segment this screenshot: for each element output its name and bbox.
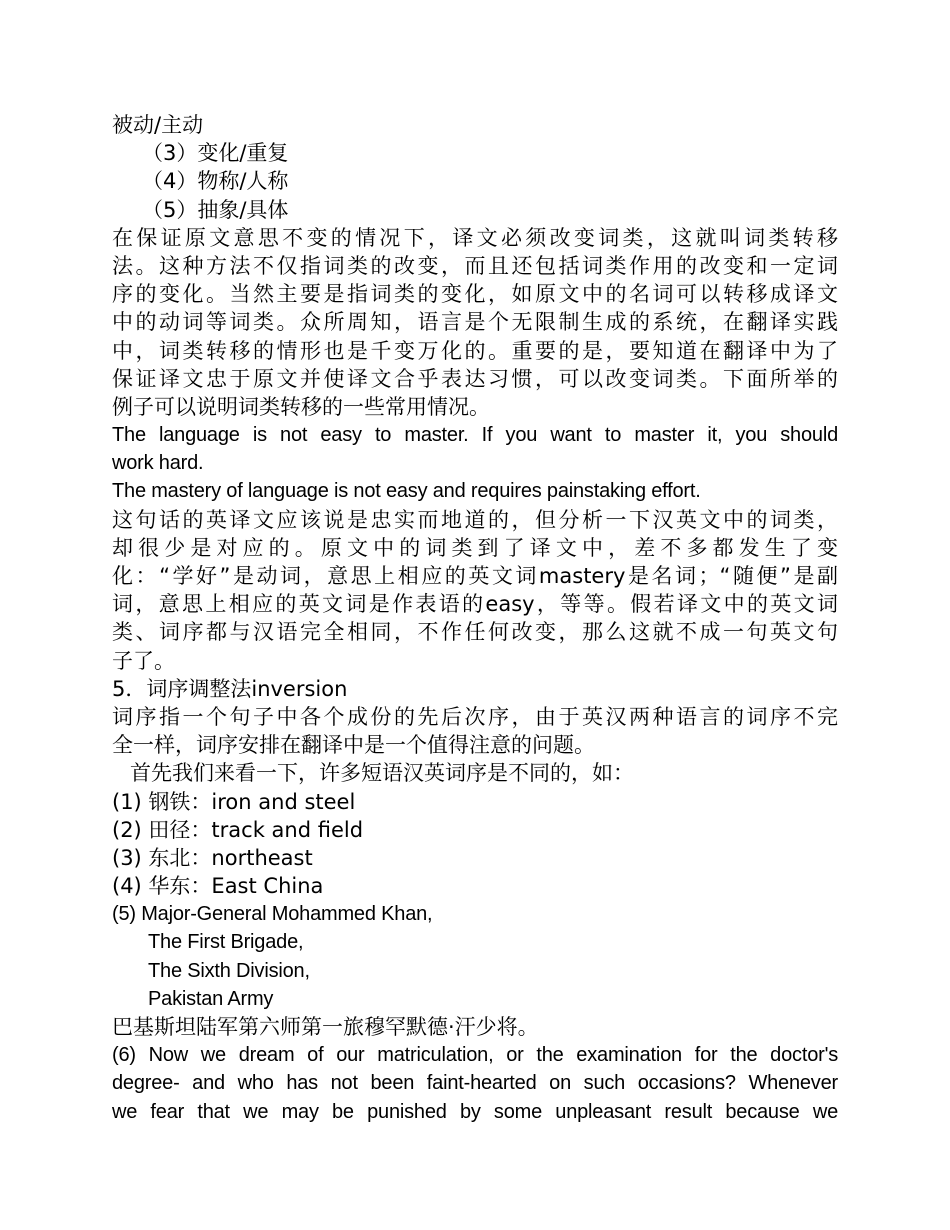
paragraph-line: 在保证原文意思不变的情况下，译文必须改变词类，这就叫词类转移 xyxy=(112,225,838,250)
example-6 xyxy=(112,1041,838,1126)
example-line: (6) Now we dream of our matriculation, or the examination for the doctor's xyxy=(112,1044,838,1067)
phrase-example: (3) 东北：northeast xyxy=(112,845,313,870)
list-heading: 被动/主动 xyxy=(112,113,204,137)
paragraph-line: 化：“学好”是动词，意思上相应的英文词mastery是名词；“随便”是副 xyxy=(112,564,838,588)
phrase-example-continuation: The Sixth Division, xyxy=(148,959,310,982)
section-heading: 5．词序调整法inversion xyxy=(112,676,348,701)
phrase-example: (1) 钢铁：iron and steel xyxy=(112,789,356,814)
paragraph-line: 类、词序都与汉语完全相同，不作任何改变，那么这就不成一句英文句 xyxy=(112,620,838,645)
phrase-example-continuation: Pakistan Army xyxy=(148,987,274,1010)
paragraph-analysis xyxy=(112,506,838,675)
phrase-example: (4) 华东：East China xyxy=(112,874,324,899)
list-item: （5）抽象/具体 xyxy=(142,197,289,222)
phrase-example: (5) Major-General Mohammed Khan, xyxy=(112,903,433,926)
english-example-translation: The mastery of language is not easy and requires painstaking effort. xyxy=(112,480,701,503)
example-line: degree- and who has not been faint-hearted on such occasions? Whenever xyxy=(112,1072,838,1095)
paragraph-line: 这句话的英译文应该说是忠实而地道的，但分析一下汉英文中的词类， xyxy=(112,507,838,532)
example-line: we fear that we may be punished by some unpleasant result because we xyxy=(112,1100,838,1123)
phrase-example: (2) 田径：track and field xyxy=(112,817,364,842)
paragraph-line: 中，词类转移的情形也是千变万化的。重要的是，要知道在翻译中为了 xyxy=(112,338,838,363)
paragraph-intro: 首先我们来看一下，许多短语汉英词序是不同的，如： xyxy=(130,761,634,786)
list-item: （4）物称/人称 xyxy=(142,169,289,194)
paragraph-line: 子了。 xyxy=(112,648,175,673)
paragraph-line: 词序指一个句子中各个成份的先后次序，由于英汉两种语言的词序不完 xyxy=(112,704,838,729)
paragraph-line: 全一样，词序安排在翻译中是一个值得注意的问题。 xyxy=(112,733,595,758)
example-line: work hard. xyxy=(112,452,204,475)
list-item: （3）变化/重复 xyxy=(142,141,289,166)
paragraph-line: 词，意思上相应的英文词是作表语的easy，等等。假若译文中的英文词 xyxy=(112,592,838,617)
example-line: The language is not easy to master. If you want to master it, you should xyxy=(112,424,838,447)
paragraph-word-order xyxy=(112,703,838,759)
document-page xyxy=(112,111,838,1126)
phrase-example-continuation: The First Brigade, xyxy=(148,931,304,954)
phrase-example-list xyxy=(112,788,838,1042)
english-example-original xyxy=(112,421,838,477)
paragraph-line: 序的变化。当然主要是指词类的变化，如原文中的名词可以转移成译文 xyxy=(112,282,838,307)
phrase-example-translation: 巴基斯坦陆军第六师第一旅穆罕默德·汗少将。 xyxy=(112,1015,539,1039)
paragraph-word-class-conversion xyxy=(112,224,838,421)
paragraph-line: 例子可以说明词类转移的一些常用情况。 xyxy=(112,394,490,419)
paragraph-line: 中的动词等词类。众所周知，语言是个无限制生成的系统，在翻译实践 xyxy=(112,310,838,335)
paragraph-line: 却很少是对应的。原文中的词类到了译文中，差不多都发生了变 xyxy=(112,535,838,560)
paragraph-line: 保证译文忠于原文并使译文合乎表达习惯，可以改变词类。下面所举的 xyxy=(112,366,838,391)
paragraph-line: 法。这种方法不仅指词类的改变，而且还包括词类作用的改变和一定词 xyxy=(112,253,838,278)
